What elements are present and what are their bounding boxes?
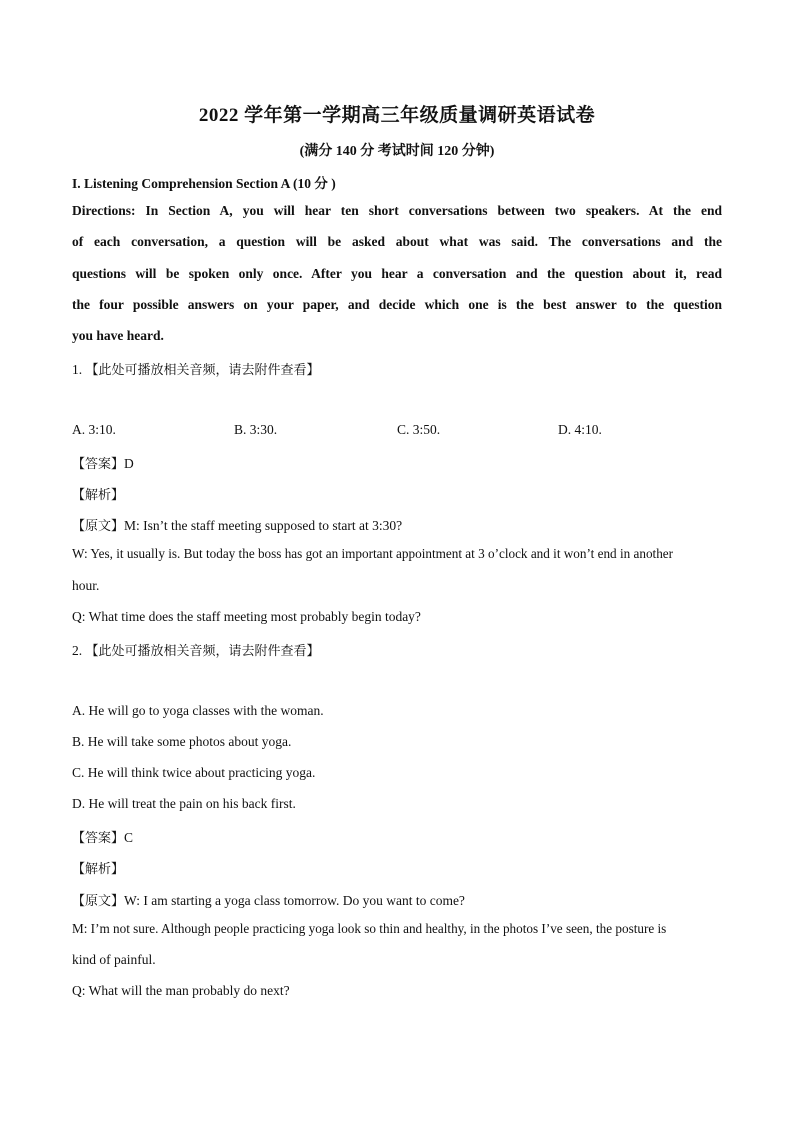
transcript-text: M: Isn’t the staff meeting supposed to start at 3:30?: [124, 518, 403, 533]
page-title: 2022 学年第一学期高三年级质量调研英语试卷: [198, 105, 596, 126]
transcript-line: [72, 515, 402, 534]
directions-line: questions will be spoken only once. After you hear a conversation and the question about it, read: [72, 266, 722, 281]
transcript-line: M: I’m not sure. Although people practicing yoga look so thin and healthy, in the photos I’ve seen, the posture is: [72, 921, 667, 936]
directions-line: of each conversation, a question will be asked about what was said. The conversations and the: [72, 234, 722, 249]
answer-value: C: [124, 830, 134, 845]
option-c: C. He will think twice about practicing yoga.: [72, 765, 316, 780]
audio-link[interactable]: 【此处可播放相关音频，请去附件查看】: [85, 363, 320, 378]
transcript-label: 【原文】: [72, 519, 125, 534]
section-heading: I. Listening Comprehension Section A (10 分 ): [72, 176, 336, 191]
transcript-line: [72, 890, 465, 909]
answer-label: 【答案】: [72, 831, 125, 846]
transcript-line: W: Yes, it usually is. But today the boss has got an important appointment at 3 o’clock and it won’t end in another: [72, 546, 674, 561]
option-d: D. 4:10.: [558, 422, 602, 437]
analysis-label: 【解析】: [72, 862, 125, 877]
question-text: Q: What will the man probably do next?: [72, 983, 290, 998]
directions-line: Directions: In Section A, you will hear ten short conversations between two speakers. At the end: [72, 203, 722, 218]
transcript-label: 【原文】: [72, 894, 125, 909]
option-b: B. He will take some photos about yoga.: [72, 734, 292, 749]
option-d: D. He will treat the pain on his back first.: [72, 796, 296, 811]
analysis-label: 【解析】: [72, 488, 125, 503]
answer-row: [72, 827, 133, 846]
option-a: A. He will go to yoga classes with the woman.: [72, 703, 324, 718]
transcript-line: kind of painful.: [72, 952, 156, 967]
transcript-line: hour.: [72, 578, 100, 593]
question-1: [72, 359, 320, 378]
page-subtitle: (满分 140 分 考试时间 120 分钟): [299, 144, 495, 159]
answer-row: [72, 453, 134, 472]
directions-line: the four possible answers on your paper, and decide which one is the best answer to the question: [72, 297, 722, 312]
transcript-text: W: I am starting a yoga class tomorrow. Do you want to come?: [124, 893, 465, 908]
question-number: 2.: [72, 643, 83, 658]
answer-value: D: [124, 456, 134, 471]
directions-line: you have heard.: [72, 328, 164, 343]
option-b: B. 3:30.: [234, 422, 278, 437]
audio-link[interactable]: 【此处可播放相关音频，请去附件查看】: [85, 644, 320, 659]
question-text: Q: What time does the staff meeting most probably begin today?: [72, 609, 421, 624]
option-c: C. 3:50.: [397, 422, 441, 437]
question-2: [72, 640, 320, 659]
option-a: A. 3:10.: [72, 422, 116, 437]
answer-label: 【答案】: [72, 457, 125, 472]
question-number: 1.: [72, 362, 83, 377]
